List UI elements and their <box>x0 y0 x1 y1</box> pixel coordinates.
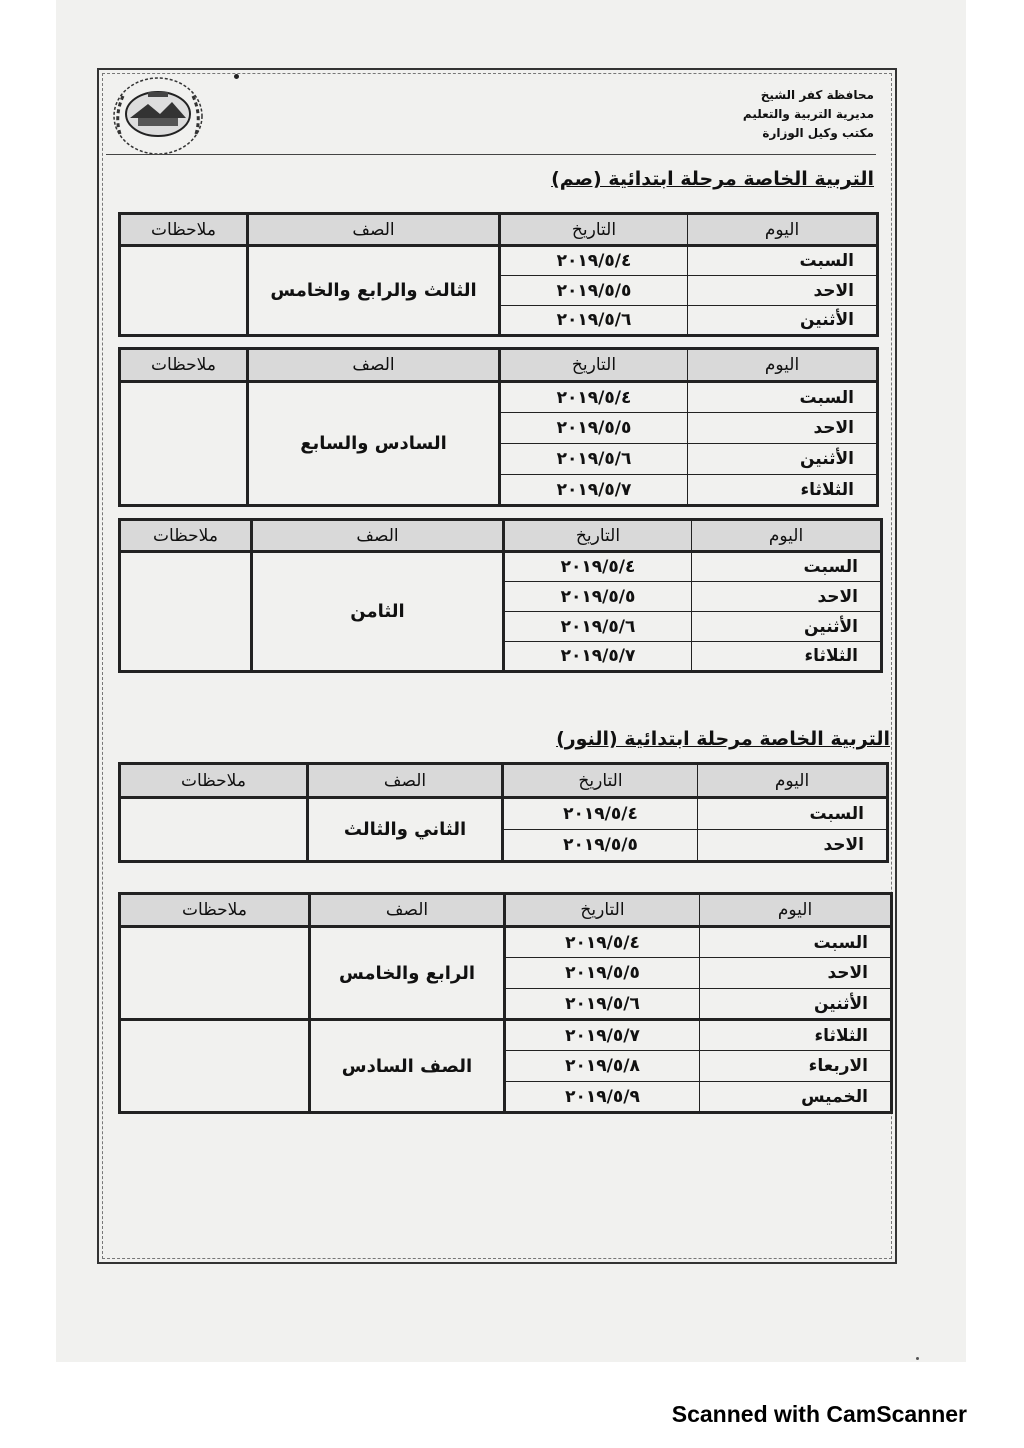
day-cell: الأثنين <box>700 989 892 1020</box>
column-header-date: التاريخ <box>500 214 688 246</box>
day-cell: السبت <box>698 798 888 830</box>
day-cell: الاحد <box>698 830 888 862</box>
grade-cell: الثاني والثالث <box>308 798 503 862</box>
date-cell: ٢٠١٩/٥/٤ <box>500 246 688 276</box>
date-cell: ٢٠١٩/٥/٦ <box>500 306 688 336</box>
column-header-notes: ملاحظات <box>120 214 248 246</box>
date-cell: ٢٠١٩/٥/٥ <box>503 830 698 862</box>
date-cell: ٢٠١٩/٥/٤ <box>503 798 698 830</box>
day-cell: السبت <box>700 927 892 958</box>
date-cell: ٢٠١٩/٥/٥ <box>504 582 692 612</box>
date-cell: ٢٠١٩/٥/٩ <box>505 1082 700 1113</box>
column-header-day: اليوم <box>688 349 878 382</box>
day-cell: الاحد <box>700 958 892 989</box>
governorate-label: محافظة كفر الشيخ <box>760 88 874 102</box>
column-header-notes: ملاحظات <box>120 894 310 927</box>
table-row <box>120 246 878 276</box>
header-block <box>743 86 874 143</box>
table-row <box>120 1020 892 1051</box>
column-header-grade: الصف <box>248 214 500 246</box>
column-header-notes: ملاحظات <box>120 349 248 382</box>
date-cell: ٢٠١٩/٥/٨ <box>505 1051 700 1082</box>
column-header-date: التاريخ <box>500 349 688 382</box>
day-cell: الخميس <box>700 1082 892 1113</box>
column-header-grade: الصف <box>310 894 505 927</box>
day-cell: الثلاثاء <box>692 642 882 672</box>
schedule-table <box>118 762 889 863</box>
date-cell: ٢٠١٩/٥/٥ <box>500 413 688 444</box>
table-row <box>120 552 882 582</box>
column-header-date: التاريخ <box>505 894 700 927</box>
scanner-watermark: Scanned with CamScanner <box>671 1401 967 1427</box>
date-cell: ٢٠١٩/٥/٦ <box>500 444 688 475</box>
directorate-label: مديرية التربية والتعليم <box>742 107 874 121</box>
column-header-date: التاريخ <box>503 764 698 798</box>
grade-cell: الرابع والخامس <box>310 927 505 1020</box>
column-header-date: التاريخ <box>504 520 692 552</box>
grade-cell: الصف السادس <box>310 1020 505 1113</box>
day-cell: السبت <box>688 246 878 276</box>
column-header-day: اليوم <box>700 894 892 927</box>
column-header-day: اليوم <box>688 214 878 246</box>
date-cell: ٢٠١٩/٥/٧ <box>500 475 688 506</box>
day-cell: الأثنين <box>688 444 878 475</box>
table-row <box>120 798 888 830</box>
notes-cell <box>120 382 248 506</box>
column-header-grade: الصف <box>308 764 503 798</box>
date-cell: ٢٠١٩/٥/٦ <box>505 989 700 1020</box>
day-cell: السبت <box>692 552 882 582</box>
schedule-table <box>118 347 879 507</box>
grade-cell: السادس والسابع <box>248 382 500 506</box>
grade-cell: الثالث والرابع والخامس <box>248 246 500 336</box>
date-cell: ٢٠١٩/٥/٧ <box>504 642 692 672</box>
date-cell: ٢٠١٩/٥/٧ <box>505 1020 700 1051</box>
day-cell: الاربعاء <box>700 1051 892 1082</box>
column-header-grade: الصف <box>248 349 500 382</box>
date-cell: ٢٠١٩/٥/٥ <box>500 276 688 306</box>
date-cell: ٢٠١٩/٥/٤ <box>500 382 688 413</box>
notes-cell <box>120 552 252 672</box>
day-cell: الثلاثاء <box>700 1020 892 1051</box>
day-cell: الثلاثاء <box>688 475 878 506</box>
office-label: مكتب وكيل الوزارة <box>762 126 874 140</box>
section-heading: التربية الخاصة مرحلة ابتدائية (النور) <box>556 728 890 750</box>
day-cell: الأثنين <box>688 306 878 336</box>
ink-speck <box>916 1357 919 1360</box>
column-header-notes: ملاحظات <box>120 520 252 552</box>
ink-dot <box>234 74 239 79</box>
date-cell: ٢٠١٩/٥/٤ <box>505 927 700 958</box>
table-row <box>120 927 892 958</box>
table-row <box>120 382 878 413</box>
date-cell: ٢٠١٩/٥/٥ <box>505 958 700 989</box>
date-cell: ٢٠١٩/٥/٤ <box>504 552 692 582</box>
notes-cell <box>120 927 310 1020</box>
ministry-logo-icon <box>108 74 208 158</box>
column-header-day: اليوم <box>692 520 882 552</box>
column-header-grade: الصف <box>252 520 504 552</box>
day-cell: الاحد <box>688 276 878 306</box>
day-cell: السبت <box>688 382 878 413</box>
notes-cell <box>120 798 308 862</box>
notes-cell <box>120 1020 310 1113</box>
schedule-table <box>118 892 893 1114</box>
notes-cell <box>120 246 248 336</box>
column-header-day: اليوم <box>698 764 888 798</box>
schedule-table <box>118 518 883 673</box>
grade-cell: الثامن <box>252 552 504 672</box>
schedule-table <box>118 212 879 337</box>
section-heading: التربية الخاصة مرحلة ابتدائية (صم) <box>551 168 874 190</box>
day-cell: الأثنين <box>692 612 882 642</box>
column-header-notes: ملاحظات <box>120 764 308 798</box>
header-divider <box>106 154 876 155</box>
date-cell: ٢٠١٩/٥/٦ <box>504 612 692 642</box>
day-cell: الاحد <box>692 582 882 612</box>
day-cell: الاحد <box>688 413 878 444</box>
